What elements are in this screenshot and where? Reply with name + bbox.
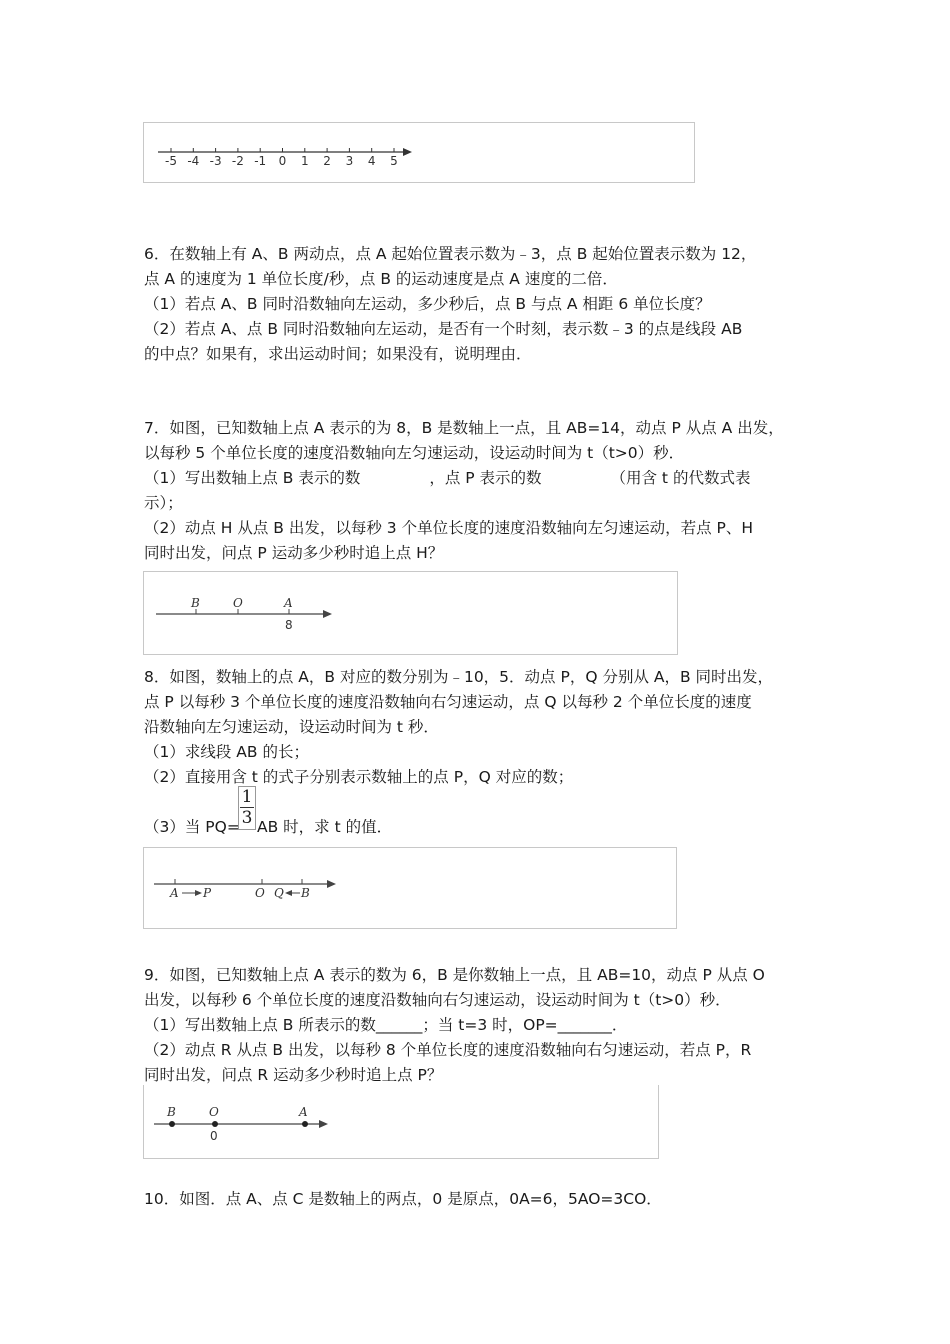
tick-label: 5 <box>390 154 398 168</box>
q8-line-3: 沿数轴向左匀速运动，设运动时间为 t 秒． <box>144 718 439 736</box>
figure-number-line-q8 <box>143 847 677 929</box>
q6-line-2: 点 A 的速度为 1 单位长度/秒，点 B 的运动速度是点 A 速度的二倍． <box>144 270 618 288</box>
q9-line-3: （1）写出数轴上点 B 所表示的数______；当 t=3 时，OP=_______． <box>144 1016 628 1034</box>
q8-line-6b: AB 时，求 t 的值． <box>257 818 393 836</box>
q9-label-o: O <box>209 1105 219 1119</box>
tick-label: 3 <box>345 154 354 168</box>
q8-line-6a: （3）当 PQ= <box>144 818 240 836</box>
q6-line-1: 6．在数轴上有 A、B 两动点，点 A 起始位置表示数为﹣3，点 B 起始位置表示数为 12， <box>144 245 757 263</box>
figure-number-line-q7 <box>143 571 678 655</box>
tick-label: -3 <box>209 154 222 168</box>
q7-line-6: 同时出发，问点 P 运动多少秒时追上点 H？ <box>144 544 444 562</box>
q8-label-o: O <box>255 886 265 900</box>
tick-label: -4 <box>187 154 200 168</box>
tick-label: 2 <box>323 154 331 168</box>
tick-label: 0 <box>278 154 287 168</box>
q7-label-a: A <box>284 596 293 610</box>
q9-line-2: 出发，以每秒 6 个单位长度的速度沿数轴向右匀速运动，设运动时间为 t（t>0）秒． <box>144 991 731 1009</box>
q8-line-5: （2）直接用含 t 的式子分别表示数轴上的点 P，Q 对应的数； <box>144 768 574 786</box>
tick-label: -1 <box>254 154 267 168</box>
q9-label-b: B <box>167 1105 176 1119</box>
q8-label-p: P <box>203 886 212 900</box>
q7-line-4: 示）； <box>144 494 183 512</box>
fraction-one-third <box>238 786 256 830</box>
q9-label-a: A <box>299 1105 308 1119</box>
q7-label-o: O <box>233 596 243 610</box>
tick-label: 4 <box>367 154 376 168</box>
q8-label-b: B <box>301 886 310 900</box>
q9-line-1: 9．如图，已知数轴上点 A 表示的数为 6，B 是你数轴上一点，且 AB=10，动点 P 从点 O <box>144 966 765 984</box>
q7-line-1: 7．如图，已知数轴上点 A 表示的为 8，B 是数轴上一点，且 AB=14，动点 P 从点 A 出发， <box>144 419 784 437</box>
q8-label-q: Q <box>274 886 284 900</box>
q9-line-4: （2）动点 R 从点 B 出发，以每秒 8 个单位长度的速度沿数轴向右匀速运动，若点 P，R <box>144 1041 752 1059</box>
tick-label: 1 <box>300 154 309 168</box>
figure-number-line-q9 <box>143 1085 659 1159</box>
q6-line-5: 的中点？如果有，求出运动时间；如果没有，说明理由． <box>144 345 532 363</box>
figure-number-line-q5 <box>143 122 695 183</box>
q7-line-3: （1）写出数轴上点 B 表示的数 ，点 P 表示的数 （用含 t 的代数式表 <box>144 469 751 487</box>
fraction-denominator: 3 <box>241 808 253 828</box>
q7-label-b: B <box>191 596 200 610</box>
q6-line-4: （2）若点 A、点 B 同时沿数轴向左运动，是否有一个时刻，表示数﹣3 的点是线段 AB <box>144 320 743 338</box>
q9-label-0: 0 <box>210 1129 218 1143</box>
q8-line-4: （1）求线段 AB 的长； <box>144 743 309 761</box>
q7-label-8: 8 <box>285 618 293 632</box>
fraction-numerator: 1 <box>241 787 253 807</box>
q9-line-5: 同时出发，问点 R 运动多少秒时追上点 P？ <box>144 1066 443 1084</box>
q7-line-5: （2）动点 H 从点 B 出发，以每秒 3 个单位长度的速度沿数轴向左匀速运动，若点 P、H <box>144 519 754 537</box>
q6-line-3: （1）若点 A、B 同时沿数轴向左运动，多少秒后，点 B 与点 A 相距 6 单位长度？ <box>144 295 711 313</box>
q8-line-2: 点 P 以每秒 3 个单位长度的速度沿数轴向右匀速运动，点 Q 以每秒 2 个单位长度的速度 <box>144 693 752 711</box>
q8-label-a: A <box>170 886 179 900</box>
tick-label: -5 <box>165 154 177 168</box>
tick-label: -2 <box>231 154 244 168</box>
q10-line-1: 10．如图．点 A、点 C 是数轴上的两点，0 是原点，0A=6，5AO=3CO． <box>144 1190 662 1208</box>
q7-line-2: 以每秒 5 个单位长度的速度沿数轴向左匀速运动，设运动时间为 t（t>0）秒． <box>144 444 685 462</box>
q8-line-1: 8．如图，数轴上的点 A，B 对应的数分别为﹣10，5．动点 P，Q 分别从 A，B 同时出发， <box>144 668 774 686</box>
